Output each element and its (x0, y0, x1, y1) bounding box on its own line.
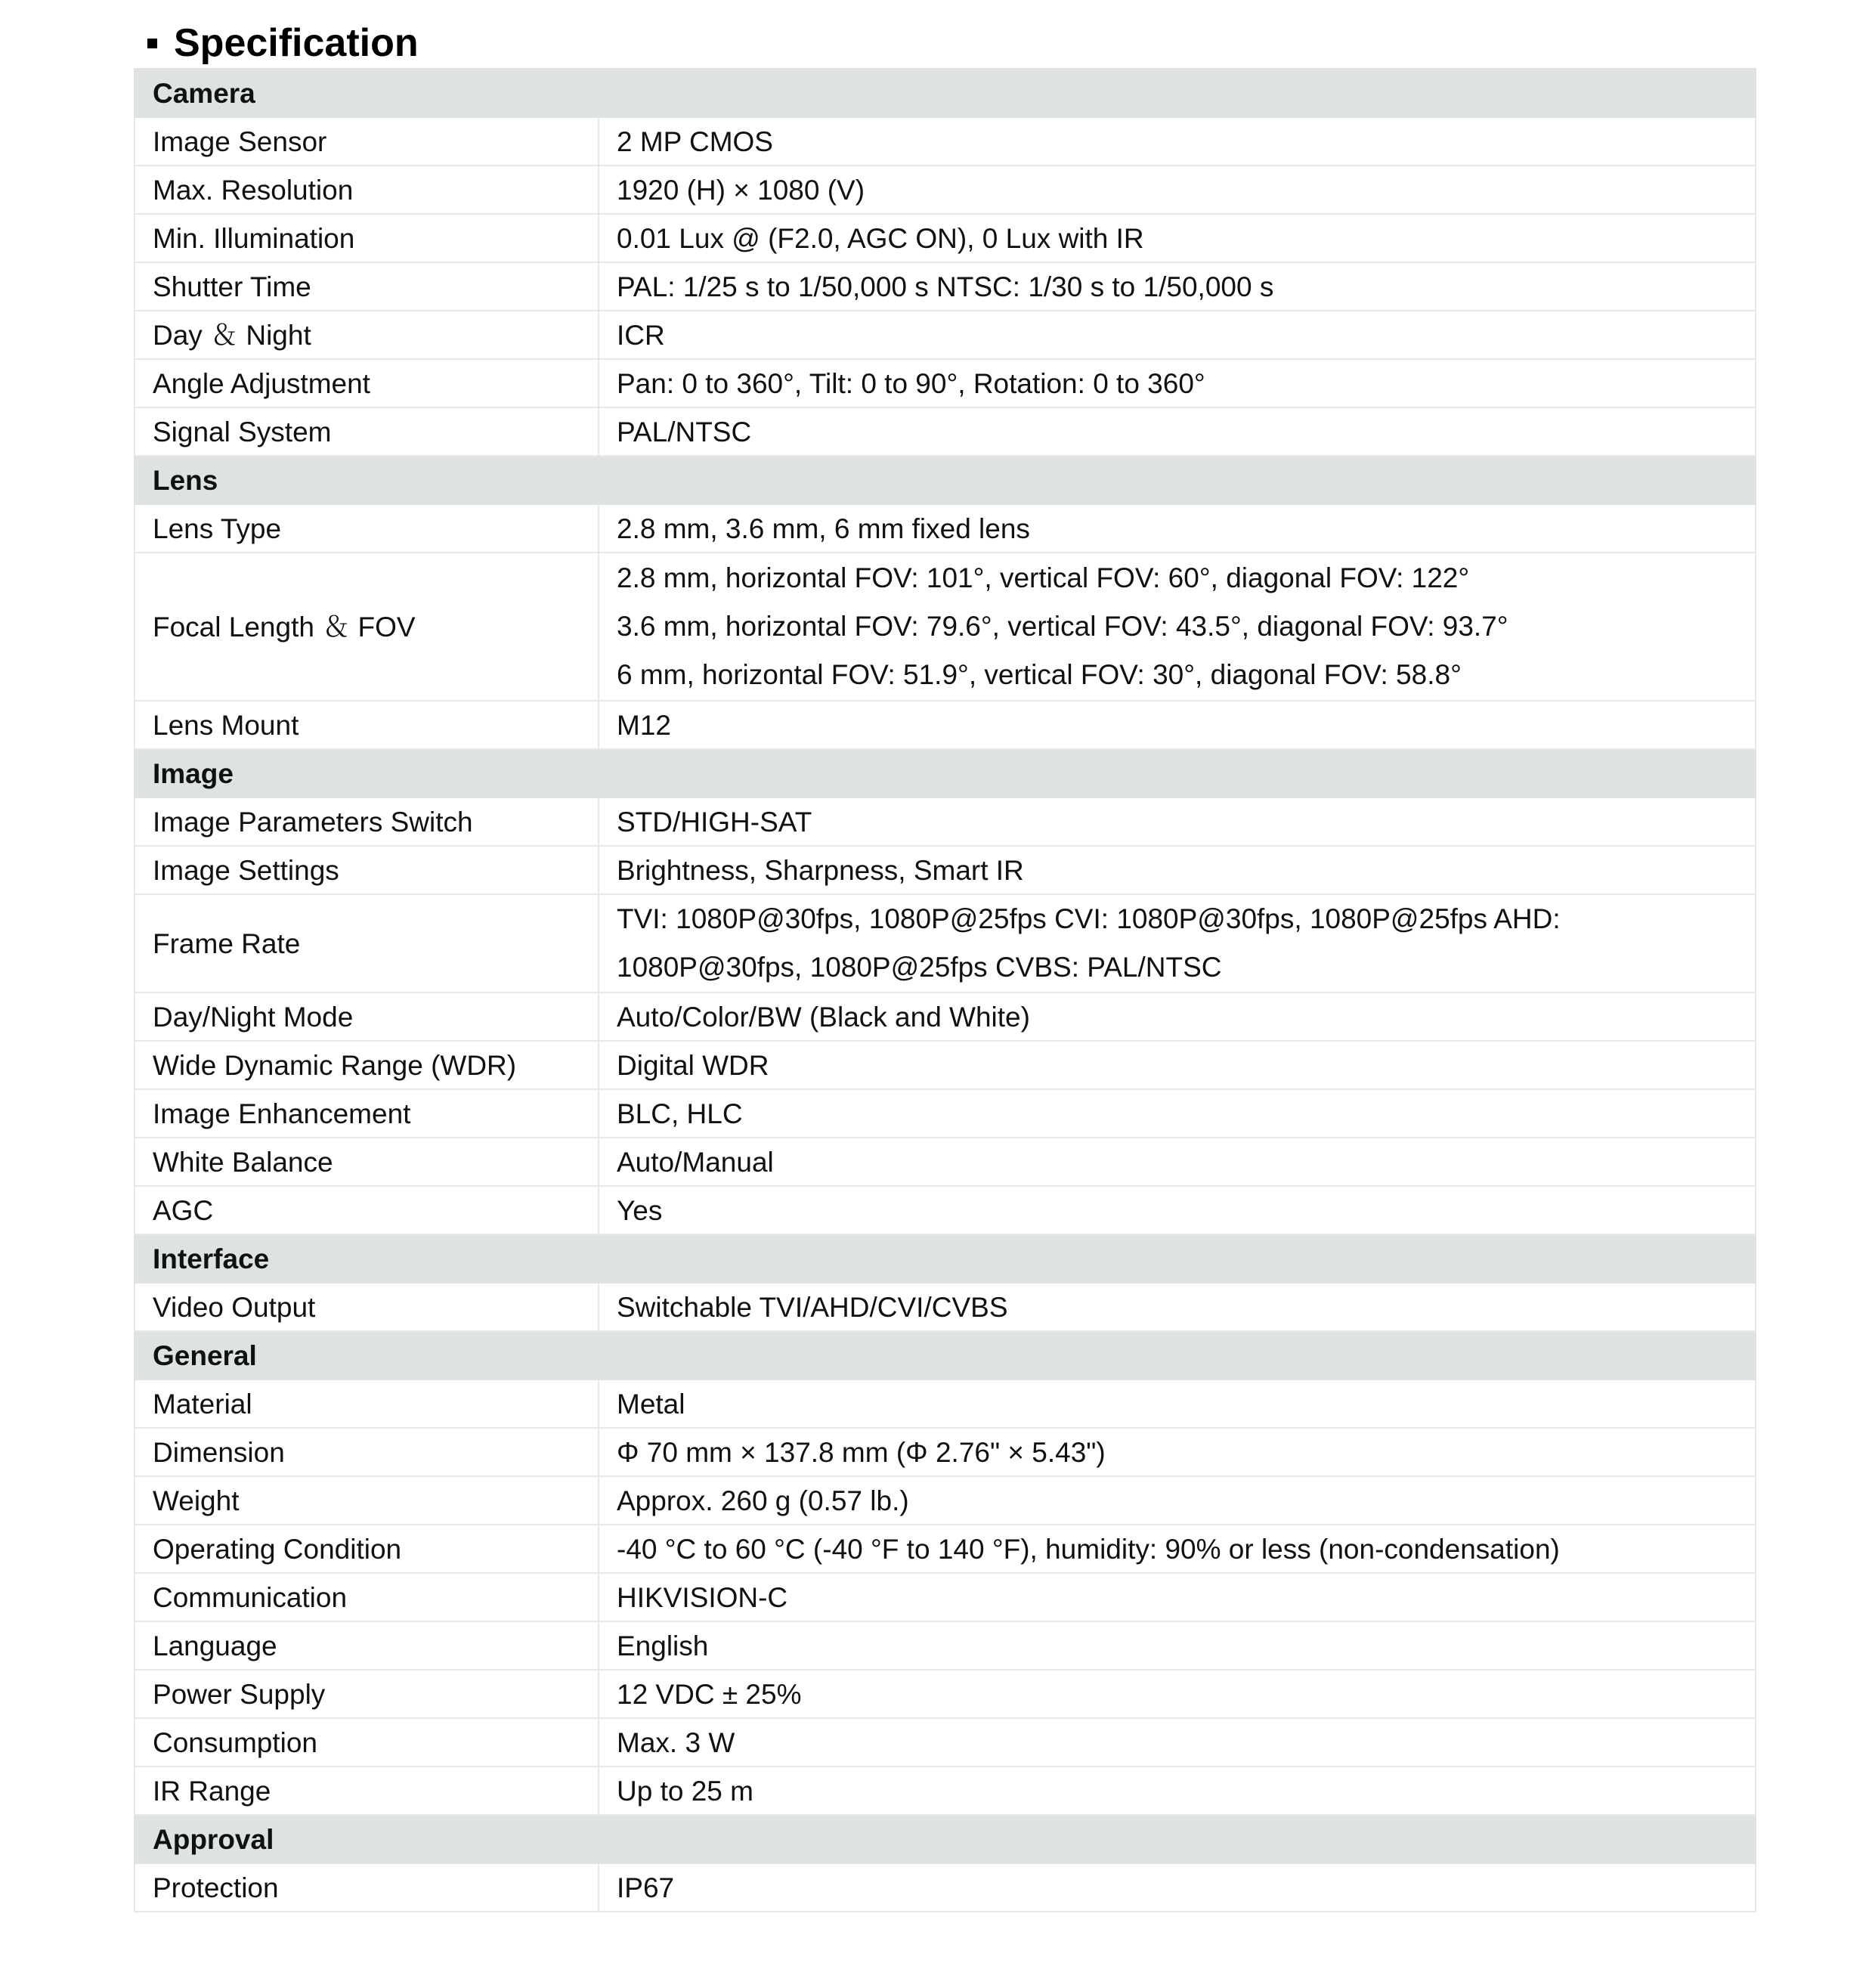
spec-label: Min. Illumination (135, 214, 599, 262)
spec-table-body (135, 69, 1756, 1912)
page-title (134, 18, 1755, 68)
spec-value-line: Max. 3 W (617, 1726, 735, 1758)
table-row (135, 1525, 1756, 1573)
table-row (135, 504, 1756, 553)
table-row (135, 1670, 1756, 1718)
spec-value (599, 992, 1756, 1041)
table-row (135, 1138, 1756, 1186)
table-row (135, 117, 1756, 166)
spec-value-line: 1080P@30fps, 1080P@25fps CVBS: PAL/NTSC (617, 952, 1222, 983)
spec-value-line: Φ 70 mm × 137.8 mm (Φ 2.76" × 5.43") (617, 1436, 1106, 1468)
spec-label: Language (135, 1621, 599, 1670)
spec-value (599, 1380, 1756, 1428)
spec-label: Dimension (135, 1428, 599, 1476)
table-row (135, 1621, 1756, 1670)
spec-value (599, 1283, 1756, 1331)
section-header-interface (135, 1234, 1756, 1283)
section-title: Approval (135, 1815, 1756, 1863)
spec-value-line: Auto/Color/BW (Black and White) (617, 1001, 1030, 1033)
section-title: Image (135, 749, 1756, 797)
spec-value (599, 166, 1756, 214)
spec-page (134, 18, 1755, 1912)
spec-label: Operating Condition (135, 1525, 599, 1573)
spec-label: Max. Resolution (135, 166, 599, 214)
table-row (135, 1380, 1756, 1428)
section-title: Camera (135, 69, 1756, 117)
table-row (135, 407, 1756, 456)
spec-value (599, 1767, 1756, 1815)
spec-value-line: Metal (617, 1388, 685, 1420)
spec-label: Focal Length ＆ FOV (135, 553, 599, 701)
spec-value (599, 504, 1756, 553)
spec-value-line: English (617, 1630, 709, 1661)
spec-value-line: STD/HIGH-SAT (617, 806, 812, 838)
section-header-image (135, 749, 1756, 797)
spec-label: Angle Adjustment (135, 359, 599, 407)
spec-label: Day/Night Mode (135, 992, 599, 1041)
spec-label: Frame Rate (135, 894, 599, 992)
spec-value-line: BLC, HLC (617, 1098, 743, 1129)
spec-label: AGC (135, 1186, 599, 1234)
spec-label: Wide Dynamic Range (WDR) (135, 1041, 599, 1089)
spec-label: Shutter Time (135, 262, 599, 311)
spec-label: Communication (135, 1573, 599, 1621)
table-row (135, 262, 1756, 311)
spec-value (599, 1621, 1756, 1670)
table-row (135, 1089, 1756, 1138)
spec-label: IR Range (135, 1767, 599, 1815)
page-title-text: Specification (174, 21, 419, 65)
table-row (135, 1186, 1756, 1234)
spec-value (599, 797, 1756, 846)
spec-label: Image Parameters Switch (135, 797, 599, 846)
table-row (135, 1041, 1756, 1089)
spec-value-line: PAL/NTSC (617, 416, 752, 447)
spec-value (599, 1525, 1756, 1573)
spec-value (599, 894, 1756, 992)
spec-value (599, 1186, 1756, 1234)
spec-value-line: Yes (617, 1194, 663, 1226)
table-row (135, 1767, 1756, 1815)
section-header-lens (135, 456, 1756, 504)
table-row (135, 1283, 1756, 1331)
section-header-general (135, 1331, 1756, 1380)
spec-value-line: TVI: 1080P@30fps, 1080P@25fps CVI: 1080P@30fps, 1080P@25fps AHD: (617, 903, 1561, 934)
spec-value-line: 0.01 Lux @ (F2.0, AGC ON), 0 Lux with IR (617, 222, 1144, 254)
spec-label: Consumption (135, 1718, 599, 1767)
spec-value (599, 311, 1756, 359)
spec-value (599, 846, 1756, 894)
spec-value (599, 1476, 1756, 1525)
spec-label: Image Sensor (135, 117, 599, 166)
spec-label: Day ＆ Night (135, 311, 599, 359)
spec-label: Material (135, 1380, 599, 1428)
spec-value (599, 1718, 1756, 1767)
spec-value-line: 12 VDC ± 25% (617, 1678, 802, 1710)
table-row (135, 1573, 1756, 1621)
spec-value-line: Switchable TVI/AHD/CVI/CVBS (617, 1291, 1008, 1323)
table-row (135, 894, 1756, 992)
spec-label: Signal System (135, 407, 599, 456)
table-row (135, 166, 1756, 214)
spec-label: Video Output (135, 1283, 599, 1331)
spec-value-line: Up to 25 m (617, 1775, 753, 1807)
bullet-icon (147, 39, 157, 48)
spec-value-line: 6 mm, horizontal FOV: 51.9°, vertical FOV: 30°, diagonal FOV: 58.8° (617, 659, 1462, 690)
section-header-approval (135, 1815, 1756, 1863)
table-row (135, 553, 1756, 701)
spec-value (599, 359, 1756, 407)
table-row (135, 1718, 1756, 1767)
spec-value-line: HIKVISION-C (617, 1581, 788, 1613)
spec-value-line: 2 MP CMOS (617, 125, 773, 157)
spec-value (599, 1863, 1756, 1912)
spec-value-line: 2.8 mm, 3.6 mm, 6 mm fixed lens (617, 512, 1030, 544)
spec-label: Lens Type (135, 504, 599, 553)
spec-value-line: 3.6 mm, horizontal FOV: 79.6°, vertical FOV: 43.5°, diagonal FOV: 93.7° (617, 611, 1508, 642)
spec-value-line: 2.8 mm, horizontal FOV: 101°, vertical FOV: 60°, diagonal FOV: 122° (617, 562, 1470, 593)
spec-value (599, 1089, 1756, 1138)
spec-value (599, 407, 1756, 456)
spec-value (599, 701, 1756, 749)
table-row (135, 992, 1756, 1041)
spec-value (599, 553, 1756, 701)
spec-value-line: Approx. 260 g (0.57 lb.) (617, 1485, 909, 1516)
section-title: Interface (135, 1234, 1756, 1283)
spec-value-line: PAL: 1/25 s to 1/50,000 s NTSC: 1/30 s to 1/50,000 s (617, 271, 1274, 302)
spec-value-line: Brightness, Sharpness, Smart IR (617, 854, 1024, 886)
spec-value (599, 1573, 1756, 1621)
spec-value (599, 1428, 1756, 1476)
spec-value (599, 1041, 1756, 1089)
spec-value (599, 1670, 1756, 1718)
table-row (135, 846, 1756, 894)
spec-value-line: ICR (617, 319, 665, 351)
spec-label: Lens Mount (135, 701, 599, 749)
spec-value-line: M12 (617, 709, 671, 741)
spec-value-line: Auto/Manual (617, 1146, 774, 1178)
spec-value (599, 117, 1756, 166)
table-row (135, 311, 1756, 359)
spec-label: Weight (135, 1476, 599, 1525)
table-row (135, 1428, 1756, 1476)
spec-label: Image Settings (135, 846, 599, 894)
section-header-camera (135, 69, 1756, 117)
table-row (135, 359, 1756, 407)
spec-value (599, 262, 1756, 311)
spec-value-line: 1920 (H) × 1080 (V) (617, 174, 865, 206)
table-row (135, 701, 1756, 749)
section-title: General (135, 1331, 1756, 1380)
spec-value-line: -40 °C to 60 °C (-40 °F to 140 °F), humidity: 90% or less (non-condensation) (617, 1533, 1560, 1565)
spec-label: Protection (135, 1863, 599, 1912)
spec-table (134, 68, 1756, 1912)
spec-value-line: Pan: 0 to 360°, Tilt: 0 to 90°, Rotation: 0 to 360° (617, 367, 1205, 399)
spec-value (599, 1138, 1756, 1186)
table-row (135, 797, 1756, 846)
table-row (135, 1863, 1756, 1912)
spec-value-line: Digital WDR (617, 1049, 769, 1081)
section-title: Lens (135, 456, 1756, 504)
spec-value-line: IP67 (617, 1872, 675, 1903)
table-row (135, 214, 1756, 262)
table-row (135, 1476, 1756, 1525)
spec-label: White Balance (135, 1138, 599, 1186)
spec-label: Power Supply (135, 1670, 599, 1718)
spec-value (599, 214, 1756, 262)
spec-label: Image Enhancement (135, 1089, 599, 1138)
